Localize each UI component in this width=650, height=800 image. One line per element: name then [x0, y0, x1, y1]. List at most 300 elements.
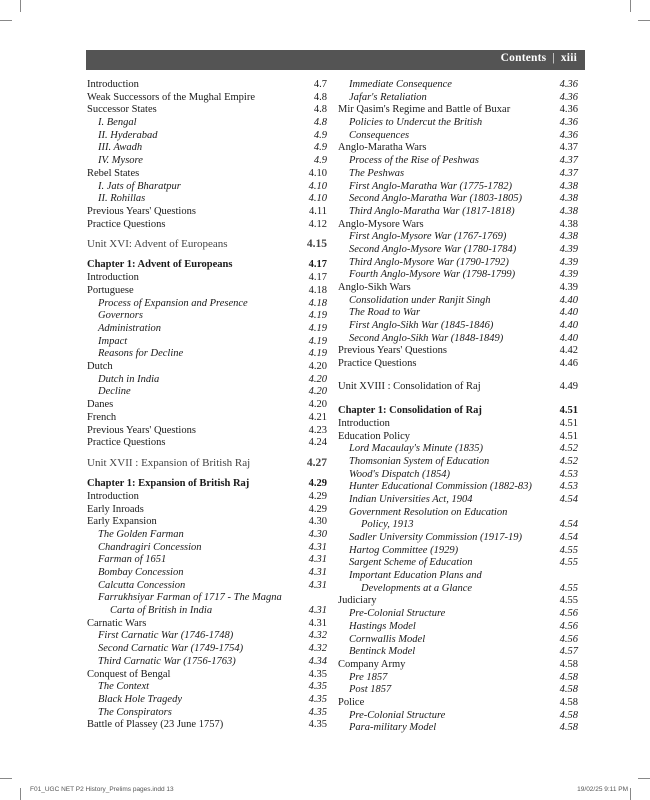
toc-page-number: 4.58 [559, 671, 578, 683]
toc-entry-title: I. Jats of Bharatpur [98, 180, 181, 192]
toc-entry-row[interactable] [87, 92, 327, 105]
toc-page-number: 4.40 [559, 294, 578, 306]
toc-entry-row[interactable] [87, 285, 327, 298]
crop-mark [20, 788, 21, 800]
toc-sub-row[interactable] [338, 710, 578, 723]
header-separator: | [552, 52, 555, 64]
toc-sub-row[interactable] [338, 295, 578, 308]
toc-entry-title: Introduction [87, 490, 139, 502]
toc-page-number: 4.58 [559, 709, 578, 721]
toc-entry-title: Early Inroads [87, 503, 144, 515]
toc-page-number: 4.49 [559, 380, 578, 392]
toc-sub-row[interactable] [338, 646, 578, 659]
toc-page-number: 4.7 [313, 79, 327, 90]
toc-entry-title: II. Hyderabad [98, 129, 158, 141]
toc-page-number: 4.37 [559, 155, 578, 167]
toc-page-number: 4.38 [559, 231, 578, 243]
toc-page-number: 4.17 [308, 259, 327, 271]
toc-sub-row[interactable] [87, 630, 327, 643]
toc-page-number: 4.8 [313, 91, 327, 103]
toc-entry-row[interactable] [87, 399, 327, 412]
toc-page-number: 4.36 [559, 91, 578, 103]
toc-sub-row[interactable] [338, 621, 578, 634]
toc-sub-row[interactable] [87, 310, 327, 323]
toc-entry-row[interactable] [87, 79, 327, 92]
toc-page-number: 4.56 [559, 620, 578, 632]
toc-sub-row[interactable] [338, 206, 578, 219]
crop-mark [638, 778, 650, 779]
toc-entry-title: Hastings Model [349, 620, 416, 632]
toc-entry-title: Important Education Plans and [349, 570, 482, 582]
toc-entry-title: Unit XVIII : Consolidation of Raj [338, 380, 481, 392]
toc-entry-title: Indian Universities Act, 1904 [349, 493, 473, 505]
toc-page-number: 4.29 [308, 490, 327, 502]
toc-page-number: 4.40 [559, 307, 578, 319]
toc-left-column [87, 79, 327, 732]
toc-entry-title: III. Awadh [98, 142, 143, 154]
toc-entry-title: Hunter Educational Commission (1882-83) [349, 481, 532, 493]
toc-page-number: 4.30 [308, 528, 327, 540]
toc-entry-title: Consolidation under Ranjit Singh [349, 294, 491, 306]
toc-sub-row[interactable] [338, 333, 578, 346]
toc-entry-title: Cornwallis Model [349, 633, 426, 645]
toc-page-number: 4.18 [308, 297, 327, 309]
toc-page-number: 4.36 [559, 129, 578, 141]
toc-entry-row[interactable] [87, 361, 327, 374]
toc-entry-title: Mir Qasim's Regime and Battle of Buxar [338, 104, 511, 116]
toc-entry-title: Weak Successors of the Mughal Empire [87, 91, 255, 103]
toc-page-number: 4.37 [559, 142, 578, 154]
toc-entry-title: Chapter 1: Advent of Europeans [87, 259, 233, 271]
toc-sub-row[interactable] [338, 469, 578, 482]
toc-sub-row[interactable] [338, 557, 578, 570]
toc-entry-title: Black Hole Tragedy [98, 693, 182, 705]
toc-entry-title: Government Resolution on Education [349, 506, 508, 518]
toc-sub-row[interactable] [87, 298, 327, 311]
toc-page-number: 4.31 [308, 605, 327, 617]
toc-sub-row[interactable] [338, 684, 578, 697]
toc-entry-title: Practice Questions [338, 358, 417, 370]
toc-entry-title: Calcutta Concession [98, 579, 186, 591]
toc-entry-title: Chandragiri Concession [98, 541, 202, 553]
toc-page-number: 4.38 [559, 193, 578, 205]
toc-entry-title: Policies to Undercut the British [349, 117, 483, 129]
toc-unitgap-row[interactable] [338, 371, 578, 403]
toc-entry-title: Chapter 1: Expansion of British Raj [87, 477, 250, 489]
crop-mark [638, 20, 650, 21]
toc-sub-row[interactable] [87, 580, 327, 593]
toc-entry-title: Bombay Concession [98, 567, 184, 578]
toc-page-number: 4.39 [559, 282, 578, 293]
toc-sub-row[interactable] [87, 707, 327, 720]
toc-entry-row[interactable] [338, 418, 578, 431]
toc-page-number: 4.54 [559, 532, 578, 543]
toc-sub-row[interactable] [87, 181, 327, 194]
toc-entry-title: The Peshwas [349, 167, 405, 179]
toc-sub-row[interactable] [338, 672, 578, 685]
toc-entry-row[interactable] [87, 168, 327, 181]
toc-sub-row[interactable] [87, 336, 327, 349]
toc-entry-title: Introduction [87, 272, 139, 284]
toc-sub-row[interactable] [87, 130, 327, 143]
toc-sub-row[interactable] [338, 443, 578, 456]
toc-page-number: 4.17 [308, 272, 327, 284]
toc-sub-row[interactable] [87, 386, 327, 399]
toc-entry-title: The Golden Farman [98, 528, 184, 540]
toc-entry-title: Dutch in India [98, 373, 160, 385]
toc-page-number: 4.39 [559, 269, 578, 281]
toc-entry-title: Practice Questions [87, 437, 166, 449]
toc-entry-title: Judiciary [338, 595, 377, 607]
toc-entry-title: Rebel States [87, 167, 140, 179]
toc-entry-title: Previous Years' Questions [87, 424, 196, 436]
toc-page-number: 4.34 [308, 655, 327, 667]
toc-entry-title: Police [338, 696, 365, 708]
toc-entry-title: Education Policy [338, 430, 411, 442]
toc-sub-row[interactable] [338, 507, 578, 520]
toc-page-number: 4.56 [559, 608, 578, 620]
footer-file-name: F01_UGC NET P2 History_Prelims pages.indd 13 [30, 786, 174, 793]
toc-cont-row[interactable] [87, 605, 327, 618]
toc-entry-row[interactable] [87, 491, 327, 504]
crop-mark [630, 0, 631, 12]
toc-unit-row[interactable] [87, 450, 327, 476]
toc-entry-row[interactable] [87, 719, 327, 732]
toc-sub-row[interactable] [87, 567, 327, 580]
toc-page-number: 4.37 [559, 167, 578, 179]
toc-entry-row[interactable] [338, 142, 578, 155]
toc-entry-title: Battle of Plassey (23 June 1757) [87, 719, 224, 731]
toc-page-number: 4.58 [559, 722, 578, 734]
toc-page-number: 4.55 [559, 582, 578, 594]
toc-page-number: 4.46 [559, 358, 578, 370]
toc-entry-title: IV. Mysore [98, 155, 143, 167]
toc-entry-title: II. Rohillas [98, 193, 146, 205]
toc-chapter-row[interactable] [338, 403, 578, 418]
toc-page-number: 4.56 [559, 633, 578, 645]
toc-entry-title: Hartog Committee (1929) [349, 544, 459, 556]
toc-page-number: 4.23 [308, 424, 327, 436]
toc-entry-row[interactable] [87, 104, 327, 117]
toc-entry-title: Anglo-Sikh Wars [338, 282, 411, 293]
toc-page-number: 4.36 [559, 104, 578, 116]
toc-entry-title: The Road to War [349, 307, 421, 319]
toc-sub-row[interactable] [338, 193, 578, 206]
footer-timestamp: 19/02/25 9:11 PM [577, 786, 628, 793]
toc-entry-title: Para-military Model [349, 722, 437, 734]
running-header [86, 50, 585, 70]
toc-entry-title: Post 1857 [349, 684, 392, 696]
toc-sub-row[interactable] [338, 92, 578, 105]
toc-sub-row[interactable] [87, 155, 327, 168]
toc-sub-row[interactable] [87, 592, 327, 605]
toc-entry-title: Previous Years' Questions [87, 205, 196, 217]
toc-page-number: 4.20 [308, 386, 327, 398]
toc-page-number: 4.15 [306, 238, 327, 251]
toc-entry-title: Wood's Dispatch (1854) [349, 468, 451, 480]
toc-page-number: 4.54 [559, 493, 578, 505]
toc-entry-title: Sargent Scheme of Education [349, 557, 473, 569]
toc-entry-row[interactable] [338, 697, 578, 710]
toc-entry-row[interactable] [338, 219, 578, 232]
toc-entry-title: Danes [87, 399, 114, 411]
toc-chapter-row[interactable] [87, 257, 327, 272]
toc-sub-row[interactable] [338, 570, 578, 583]
toc-entry-title: French [87, 411, 117, 423]
toc-sub-row[interactable] [338, 155, 578, 168]
toc-entry-title: First Anglo-Maratha War (1775-1782) [349, 180, 513, 192]
toc-entry-row[interactable] [338, 282, 578, 295]
toc-entry-row[interactable] [87, 669, 327, 682]
toc-sub-row[interactable] [338, 231, 578, 244]
toc-page-number: 4.35 [308, 719, 327, 731]
crop-mark [0, 778, 12, 779]
toc-page-number: 4.36 [559, 79, 578, 90]
toc-page-number: 4.51 [559, 417, 578, 429]
toc-page-number: 4.9 [313, 142, 327, 154]
toc-entry-row[interactable] [87, 425, 327, 438]
toc-page-number: 4.40 [559, 320, 578, 332]
toc-page-number: 4.55 [559, 557, 578, 569]
toc-page-number: 4.24 [308, 437, 327, 449]
toc-page-number: 4.12 [308, 218, 327, 230]
toc-cont-row[interactable] [338, 583, 578, 596]
toc-entry-title: Bentinck Model [349, 646, 416, 658]
toc-entry-title: Previous Years' Questions [338, 345, 447, 357]
toc-entry-title: Reasons for Decline [98, 348, 184, 360]
toc-entry-title: The Conspirators [98, 706, 172, 718]
toc-entry-title: Carta of British in India [110, 605, 213, 617]
toc-sub-row[interactable] [338, 494, 578, 507]
header-section: Contents [500, 52, 547, 64]
toc-sub-row[interactable] [338, 79, 578, 92]
toc-sub-row[interactable] [87, 374, 327, 387]
toc-sub-row[interactable] [87, 542, 327, 555]
toc-entry-title: Developments at a Glance [361, 582, 473, 594]
toc-sub-row[interactable] [87, 681, 327, 694]
toc-page-number: 4.40 [559, 332, 578, 344]
toc-entry-title: Anglo-Mysore Wars [338, 218, 424, 230]
toc-chapter-row[interactable] [87, 476, 327, 491]
toc-page-number: 4.54 [559, 519, 578, 531]
toc-sub-row[interactable] [338, 117, 578, 130]
toc-page-number: 4.19 [308, 310, 327, 322]
toc-entry-title: Unit XVII : Expansion of British Raj [87, 456, 251, 469]
toc-entry-title: I. Bengal [98, 117, 137, 129]
toc-page-number: 4.38 [559, 180, 578, 192]
toc-entry-title: Impact [98, 335, 128, 347]
toc-sub-row[interactable] [87, 643, 327, 656]
toc-sub-row[interactable] [87, 694, 327, 707]
toc-sub-row[interactable] [87, 348, 327, 361]
toc-entry-title: Jafar's Retaliation [349, 91, 427, 103]
toc-sub-row[interactable] [338, 269, 578, 282]
toc-sub-row[interactable] [87, 554, 327, 567]
toc-entry-row[interactable] [338, 104, 578, 117]
toc-sub-row[interactable] [87, 117, 327, 130]
toc-sub-row[interactable] [87, 656, 327, 669]
toc-entry-title: Policy, 1913 [361, 519, 414, 531]
toc-entry-title: Second Anglo-Maratha War (1803-1805) [349, 193, 522, 205]
toc-sub-row[interactable] [338, 608, 578, 621]
toc-page-number: 4.35 [308, 706, 327, 718]
toc-entry-row[interactable] [338, 595, 578, 608]
toc-sub-row[interactable] [338, 722, 578, 735]
toc-sub-row[interactable] [87, 142, 327, 155]
toc-page-number: 4.18 [308, 284, 327, 296]
toc-entry-title: Practice Questions [87, 218, 166, 230]
toc-entry-row[interactable] [87, 272, 327, 285]
toc-page-number: 4.20 [308, 399, 327, 411]
toc-page-number: 4.31 [308, 617, 327, 629]
toc-entry-title: First Anglo-Sikh War (1845-1846) [349, 320, 494, 332]
toc-sub-row[interactable] [338, 481, 578, 494]
toc-entry-title: The Context [98, 681, 150, 693]
toc-entry-title: Decline [98, 386, 131, 398]
toc-entry-title: Thomsonian System of Education [349, 455, 490, 467]
toc-sub-row[interactable] [338, 320, 578, 333]
toc-page-number: 4.29 [308, 503, 327, 515]
toc-page-number: 4.39 [559, 256, 578, 268]
toc-entry-row[interactable] [87, 206, 327, 219]
toc-sub-row[interactable] [87, 323, 327, 336]
toc-entry-title: Company Army [338, 658, 406, 670]
toc-entry-title: Anglo-Maratha Wars [338, 142, 427, 154]
toc-page-number: 4.31 [308, 579, 327, 591]
toc-entry-title: Third Anglo-Maratha War (1817-1818) [349, 205, 515, 217]
toc-page-number: 4.35 [308, 681, 327, 693]
toc-entry-title: Farman of 1651 [98, 554, 167, 566]
toc-page-number: 4.38 [559, 205, 578, 217]
toc-page-number: 4.55 [559, 595, 578, 607]
toc-sub-row[interactable] [338, 532, 578, 545]
toc-sub-row[interactable] [338, 634, 578, 647]
toc-entry-row[interactable] [87, 618, 327, 631]
toc-page-number: 4.52 [559, 455, 578, 467]
toc-page-number: 4.39 [559, 243, 578, 255]
toc-entry-title: Second Carnatic War (1749-1754) [98, 643, 244, 655]
toc-page-number: 4.10 [308, 167, 327, 179]
toc-entry-title: Early Expansion [87, 516, 157, 528]
toc-page-number: 4.55 [559, 544, 578, 556]
toc-entry-title: Unit XVI: Advent of Europeans [87, 238, 228, 251]
toc-entry-row[interactable] [87, 516, 327, 529]
toc-entry-title: Second Anglo-Sikh War (1848-1849) [349, 332, 504, 344]
header-page-number: xiii [560, 52, 577, 64]
toc-entry-row[interactable] [338, 358, 578, 371]
toc-page-number: 4.57 [559, 646, 578, 658]
toc-page-number: 4.38 [559, 218, 578, 230]
toc-right-column [338, 79, 578, 735]
toc-entry-row[interactable] [87, 219, 327, 232]
toc-page-number: 4.36 [559, 117, 578, 129]
toc-page-number: 4.31 [308, 541, 327, 553]
toc-entry-row[interactable] [87, 412, 327, 425]
toc-page-number: 4.19 [308, 335, 327, 347]
toc-sub-row[interactable] [338, 168, 578, 181]
toc-page-number: 4.32 [308, 630, 327, 642]
toc-entry-title: Pre-Colonial Structure [349, 709, 446, 721]
toc-page-number: 4.30 [308, 516, 327, 528]
toc-entry-title: Consequences [349, 129, 410, 141]
toc-sub-row[interactable] [338, 257, 578, 270]
toc-page-number: 4.27 [306, 456, 327, 469]
toc-entry-title: Carnatic Wars [87, 617, 147, 629]
toc-entry-row[interactable] [87, 437, 327, 450]
toc-page-number: 4.29 [308, 477, 327, 489]
toc-entry-row[interactable] [338, 431, 578, 444]
toc-page-number: 4.35 [308, 693, 327, 705]
toc-unit-row[interactable] [87, 231, 327, 257]
toc-entry-title: Third Anglo-Mysore War (1790-1792) [349, 256, 509, 268]
toc-entry-row[interactable] [338, 659, 578, 672]
crop-mark [0, 20, 12, 21]
toc-entry-row[interactable] [87, 504, 327, 517]
toc-entry-title: Process of Expansion and Presence [98, 297, 248, 309]
toc-entry-title: Introduction [87, 79, 139, 90]
toc-page-number: 4.19 [308, 323, 327, 334]
toc-sub-row[interactable] [338, 307, 578, 320]
toc-entry-title: Immediate Consequence [349, 79, 452, 90]
toc-entry-title: Pre-Colonial Structure [349, 608, 446, 620]
toc-page-number: 4.35 [308, 668, 327, 680]
toc-entry-title: Farrukhsiyar Farman of 1717 - The Magna [98, 592, 282, 604]
toc-sub-row[interactable] [338, 181, 578, 194]
toc-page-number: 4.20 [308, 361, 327, 373]
toc-page-number: 4.10 [308, 193, 327, 205]
toc-entry-title: Fourth Anglo-Mysore War (1798-1799) [349, 269, 516, 281]
toc-entry-title: Portuguese [87, 284, 134, 296]
toc-entry-title: Chapter 1: Consolidation of Raj [338, 404, 482, 416]
crop-mark [630, 788, 631, 800]
toc-page-number: 4.58 [559, 684, 578, 696]
toc-cont-row[interactable] [338, 519, 578, 532]
toc-sub-row[interactable] [87, 529, 327, 542]
toc-entry-row[interactable] [338, 345, 578, 358]
toc-entry-title: First Carnatic War (1746-1748) [98, 630, 234, 642]
toc-page-number: 4.53 [559, 468, 578, 480]
toc-page-number: 4.31 [308, 554, 327, 566]
toc-page-number: 4.8 [313, 104, 327, 116]
crop-mark [20, 0, 21, 12]
toc-entry-title: Sadler University Commission (1917-19) [349, 532, 522, 543]
toc-page-number: 4.21 [308, 411, 327, 423]
toc-sub-row[interactable] [338, 545, 578, 558]
toc-page-number: 4.31 [308, 567, 327, 578]
toc-entry-title: Second Anglo-Mysore War (1780-1784) [349, 243, 517, 255]
toc-entry-title: Third Carnatic War (1756-1763) [98, 655, 236, 667]
toc-page-number: 4.51 [559, 404, 578, 416]
toc-page-number: 4.11 [309, 205, 327, 217]
toc-sub-row[interactable] [87, 193, 327, 206]
toc-page-number: 4.42 [559, 345, 578, 357]
toc-sub-row[interactable] [338, 456, 578, 469]
toc-page-number: 4.53 [559, 481, 578, 493]
toc-page-number: 4.20 [308, 373, 327, 385]
toc-entry-title: Process of the Rise of Peshwas [349, 155, 479, 167]
toc-page-number: 4.58 [559, 696, 578, 708]
toc-page-number: 4.51 [559, 430, 578, 442]
toc-entry-title: Governors [98, 310, 143, 322]
toc-page-number: 4.9 [313, 129, 327, 141]
toc-entry-title: Dutch [87, 361, 113, 373]
toc-entry-title: Administration [98, 323, 162, 334]
toc-page-number: 4.8 [313, 117, 327, 129]
toc-sub-row[interactable] [338, 130, 578, 143]
toc-entry-title: Introduction [338, 417, 390, 429]
toc-sub-row[interactable] [338, 244, 578, 257]
toc-page-number: 4.9 [313, 155, 327, 167]
